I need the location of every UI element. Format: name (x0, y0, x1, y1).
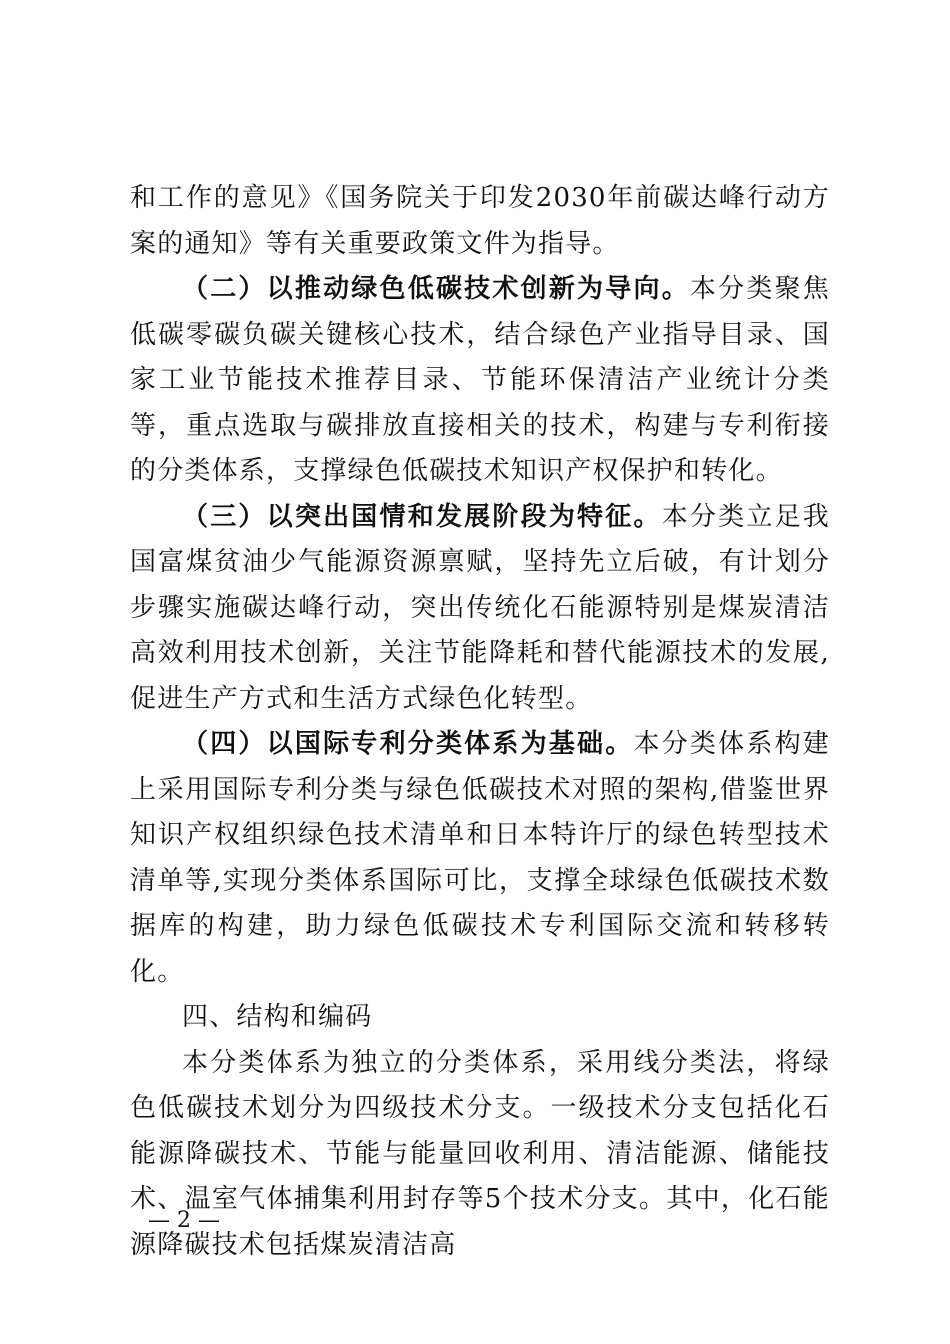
section-body-paragraph: 本分类体系为独立的分类体系，采用线分类法，将绿色低碳技术划分为四级技术分支。一级技术分支包括化石能源降碳技术、节能与能量回收利用、清洁能源、储能技术、温室气体捕集利用封存等5个技术分支。其中，化石能源降碳技术包括煤炭清洁高 (130, 1047, 830, 1260)
principle-body-4: 本分类体系构建上采用国际专利分类与绿色低碳技术对照的架构,借鉴世界知识产权组织绿色技术清单和日本特许厅的绿色转型技术清单等,实现分类体系国际可比，支撑全球绿色低碳技术数据库的构建，助力绿色低碳技术专利国际交流和转移转化。 (130, 729, 830, 987)
principle-paragraph-4 (130, 722, 830, 995)
principle-heading-4: （四）以国际专利分类体系为基础。 (182, 729, 634, 759)
principle-body-2: 本分类聚焦低碳零碳负碳关键核心技术，结合绿色产业指导目录、国家工业节能技术推荐目录、节能环保清洁产业统计分类等，重点选取与碳排放直接相关的技术，构建与专利衔接的分类体系，支撑绿色低碳技术知识产权保护和转化。 (130, 274, 830, 486)
continuation-paragraph: 和工作的意见》《国务院关于印发2030年前碳达峰行动方案的通知》等有关重要政策文件为指导。 (130, 183, 830, 259)
principle-heading-3: （三）以突出国情和发展阶段为特征。 (182, 501, 662, 532)
page-number: — 2 — (148, 1208, 220, 1233)
principle-body-3: 本分类立足我国富煤贫油少气能源资源禀赋，坚持先立后破，有计划分步骤实施碳达峰行动，突出传统化石能源特别是煤炭清洁高效利用技术创新，关注节能降耗和替代能源技术的发展,促进生产方式和生活方式绿色化转型。 (130, 501, 830, 714)
section-title: 四、结构和编码 (182, 1002, 373, 1032)
principle-paragraph-3 (130, 495, 830, 723)
principle-heading-2: （二）以推动绿色低碳技术创新为导向。 (182, 274, 690, 304)
principle-paragraph-2 (130, 267, 830, 495)
document-body (130, 176, 830, 1268)
